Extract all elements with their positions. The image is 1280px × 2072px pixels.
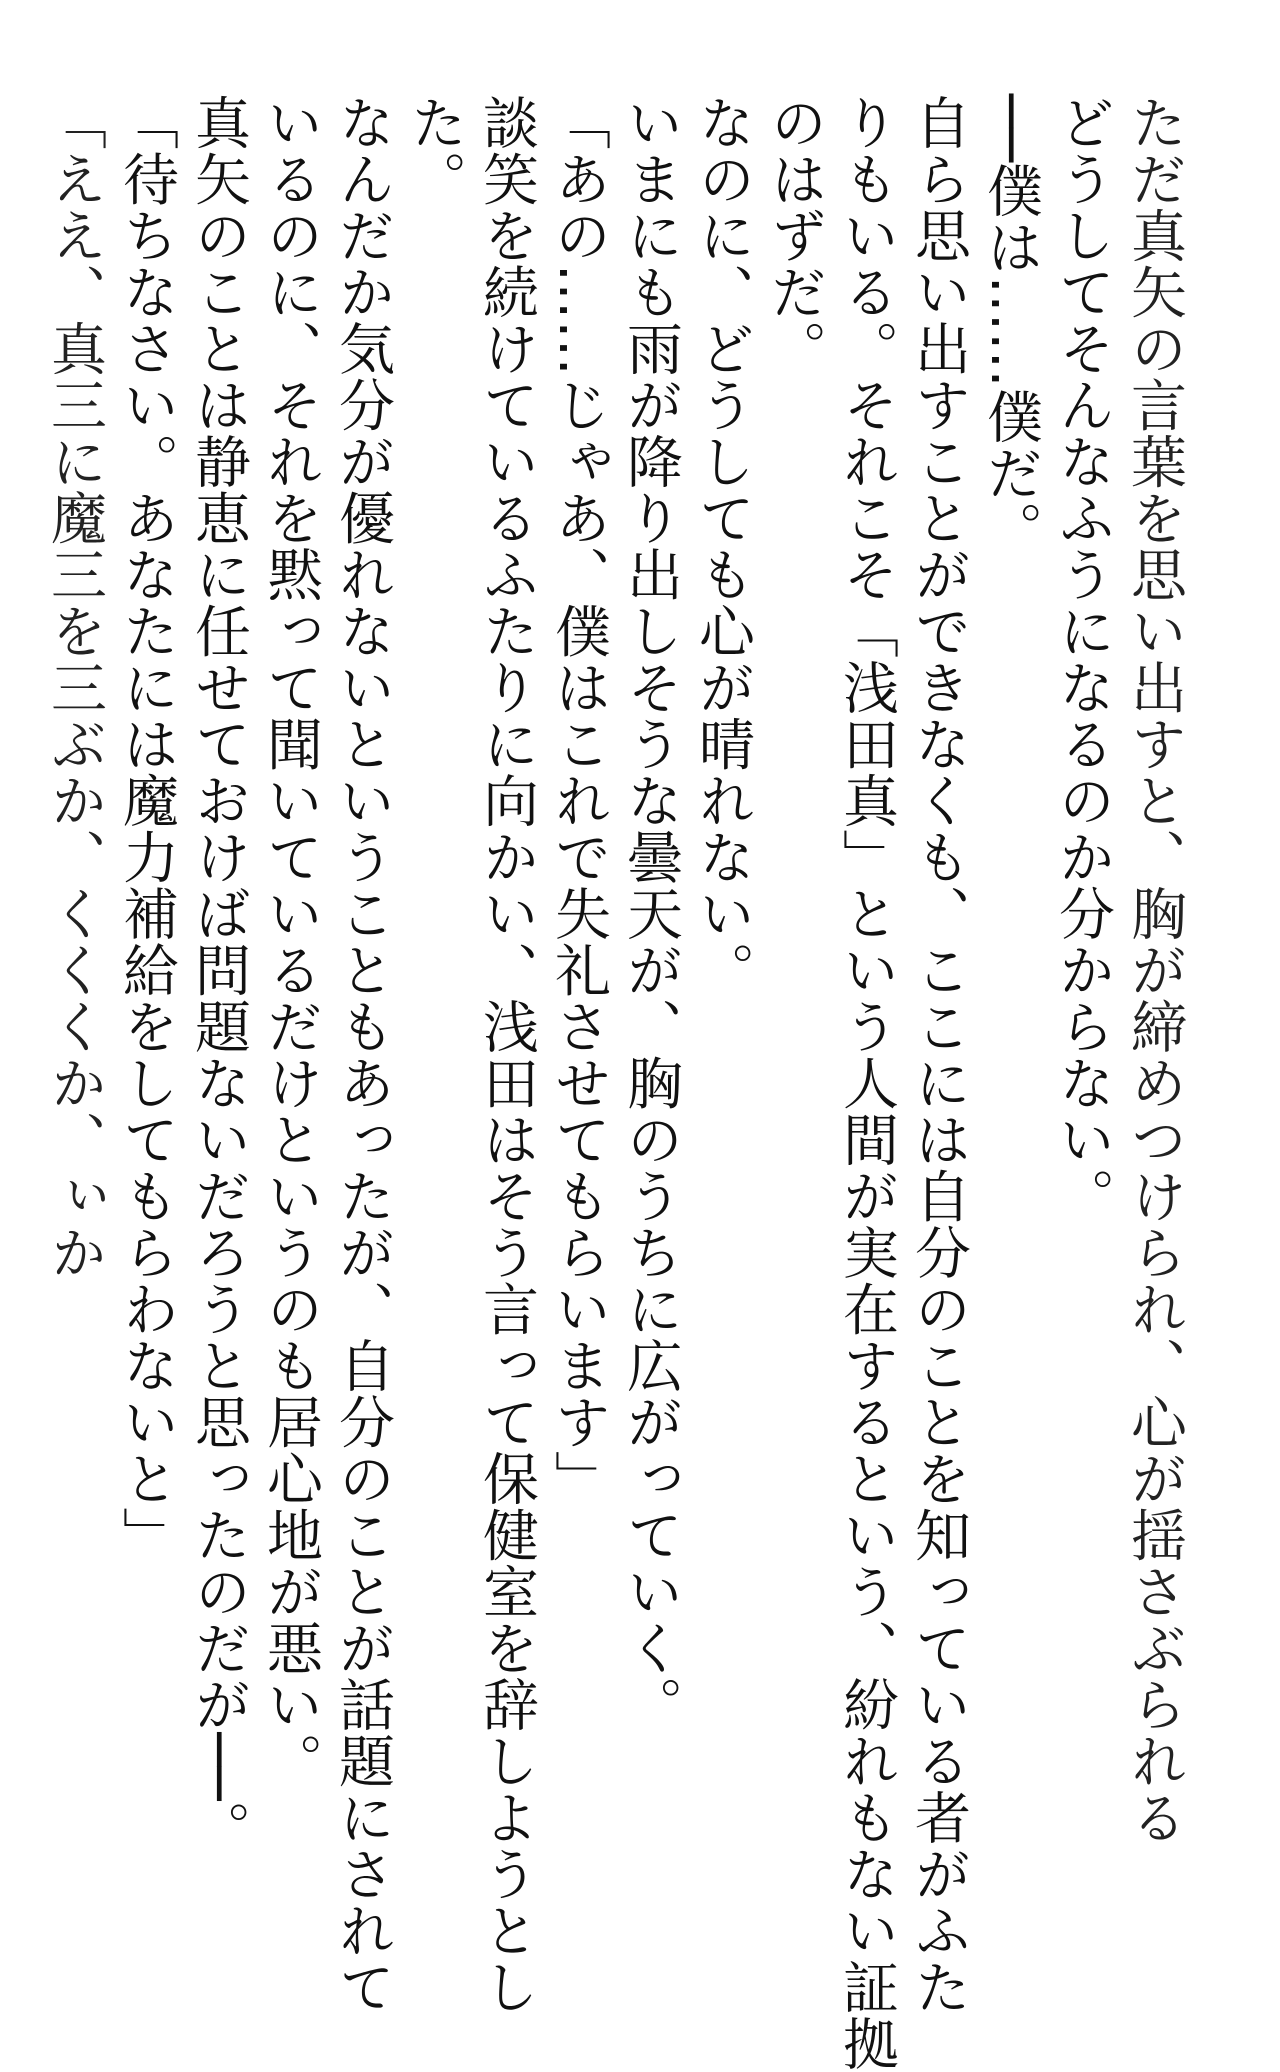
vertical-text-body <box>42 94 1190 2072</box>
text-line-8: いまにも雨が降り出しそうな曇天が、胸のうちに広がっていく。 <box>618 94 683 1733</box>
text-line-3: ──僕は……僕だ。 <box>978 94 1043 558</box>
text-line-16: 「ええ、真三に魔三を三ぶか、くくくか、ぃか <box>42 94 107 1281</box>
text-line-15: 「待ちなさい。あなたには魔力補給をしてもらわないと」 <box>114 94 179 1563</box>
text-line-7: なのに、どうしても心が晴れない。 <box>690 94 755 998</box>
text-line-1: ただ真矢の言葉を思い出すと、胸が締めつけられ、心が揺さぶられる <box>1122 94 1187 1846</box>
text-line-10: 談笑を続けているふたりに向かい、浅田はそう言って保健室を辞しようとし <box>474 94 539 2015</box>
text-line-2: どうしてそんなふうになるのか分からない。 <box>1050 94 1115 1224</box>
text-line-9: 「あの……じゃあ、僕はこれで失礼させてもらいます」 <box>546 94 611 1507</box>
text-line-4: 自ら思い出すことができなくも、ここには自分のことを知っている者がふた <box>906 94 971 2015</box>
text-line-6: のはずだ。 <box>762 94 827 377</box>
text-line-13: いるのに、それを黙って聞いているだけというのも居心地が悪い。 <box>258 94 323 1789</box>
text-line-12: なんだか気分が優れないということもあったが、自分のことが話題にされて <box>330 94 395 2015</box>
text-line-5: りもいる。それこそ「浅田真」という人間が実在するという、紛れもない証拠 <box>834 94 899 2072</box>
text-line-14: 真矢のことは静恵に任せておけば問題ないだろうと思ったのだが──。 <box>186 94 251 1858</box>
text-line-11: た。 <box>402 94 467 207</box>
